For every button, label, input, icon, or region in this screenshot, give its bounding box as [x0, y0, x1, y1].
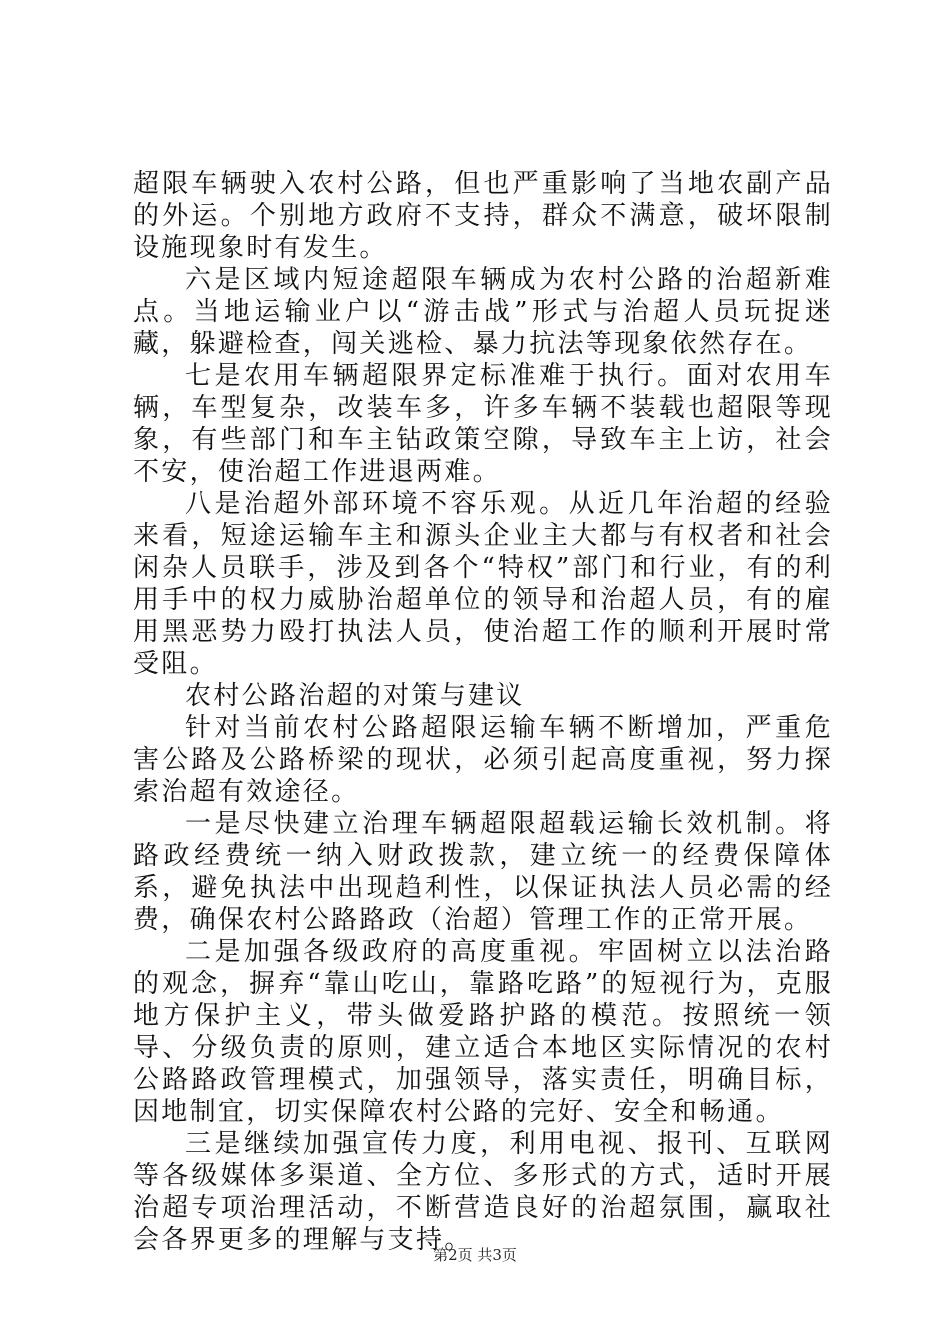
page-footer: 第2页 共3页 — [433, 1246, 517, 1264]
paragraph-2: 六是区域内短途超限车辆成为农村公路的治超新难点。当地运输业户以“游击战”形式与治超人员玩捉迷藏，躲避检查，闯关逃检、暴力抗法等现象依然存在。 — [133, 265, 833, 359]
paragraph-8: 二是加强各级政府的高度重视。牢固树立以法治路的观念，摒弃“靠山吃山，靠路吃路”的短视行为，克服地方保护主义，带头做爱路护路的模范。按照统一领导、分级负责的原则，建立适合本地区实际情况的农村公路路政管理模式，加强领导，落实责任，明确目标，因地制宜，切实保障农村公路的完好、安全和畅通。 — [133, 937, 833, 1127]
section-heading: 农村公路治超的对策与建议 — [185, 681, 525, 711]
document-body — [133, 168, 833, 1256]
paragraph-4: 八是治超外部环境不容乐观。从近几年治超的经验来看，短途运输车主和源头企业主大都与有权者和社会闲杂人员联手，涉及到各个“特权”部门和行业，有的利用手中的权力威胁治超单位的领导和治超人员，有的雇用黑恶势力殴打执法人员，使治超工作的顺利开展时常受阻。 — [133, 489, 833, 679]
paragraph-6: 针对当前农村公路超限运输车辆不断增加，严重危害公路及公路桥梁的现状，必须引起高度重视，努力探索治超有效途径。 — [133, 713, 833, 807]
paragraph-9: 三是继续加强宣传力度，利用电视、报刊、互联网等各级媒体多渠道、全方位、多形式的方式，适时开展治超专项治理活动，不断营造良好的治超氛围，赢取社会各界更多的理解与支持。 — [133, 1129, 833, 1255]
paragraph-3: 七是农用车辆超限界定标准难于执行。面对农用车辆，车型复杂，改装车多，许多车辆不装载也超限等现象，有些部门和车主钻政策空隙，导致车主上访，社会不安，使治超工作进退两难。 — [133, 361, 833, 487]
paragraph-1: 超限车辆驶入农村公路，但也严重影响了当地农副产品的外运。个别地方政府不支持，群众不满意，破坏限制设施现象时有发生。 — [133, 169, 833, 263]
paragraph-7: 一是尽快建立治理车辆超限超载运输长效机制。将路政经费统一纳入财政拨款，建立统一的经费保障体系，避免执法中出现趋利性，以保证执法人员必需的经费，确保农村公路路政（治超）管理工作的正常开展。 — [133, 809, 833, 935]
